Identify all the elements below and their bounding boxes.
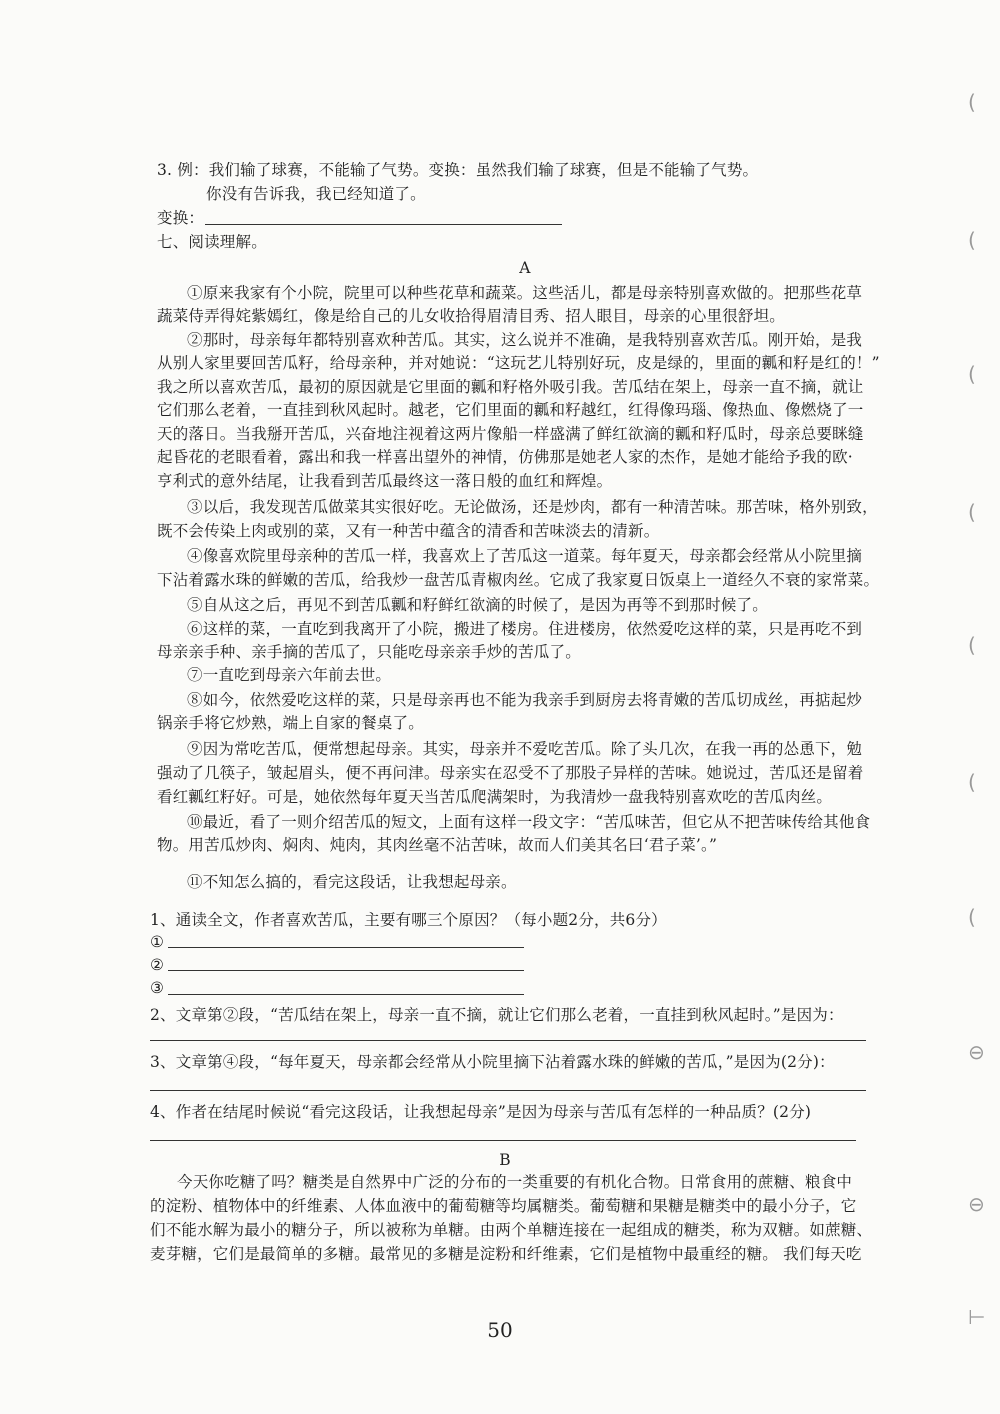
binder-hole-icon: ( — [968, 905, 976, 929]
answer-marker: ③ — [150, 979, 165, 997]
paragraph-line: 物。用苦瓜炒肉、焖肉、炖肉，其肉丝毫不沾苦味，故而人们美其名曰‘君子菜’。” — [157, 836, 718, 854]
paragraph-line: ⑥这样的菜，一直吃到我离开了小院，搬进了楼房。住进楼房，依然爱吃这样的菜，只是再吃不到 — [187, 620, 863, 638]
paragraph-line: ⑨因为常吃苦瓜，便常想起母亲。其实，母亲并不爱吃苦瓜。除了头几次，在我一再的怂恿下，勉 — [187, 740, 863, 758]
paragraph-line: 既不会传染上肉或别的菜，又有一种苦中蕴含的清香和苦味淡去的清新。 — [157, 522, 660, 540]
binder-hole-icon: ( — [968, 90, 976, 114]
page-number: 50 — [487, 1318, 513, 1342]
answer-line[interactable] — [150, 1140, 856, 1141]
paragraph-line: 母亲亲手种、亲手摘的苦瓜了，只能吃母亲亲手炒的苦瓜了。 — [157, 643, 581, 661]
paragraph-line: ⑩最近，看了一则介绍苦瓜的短文，上面有这样一段文字：“苦瓜味苦，但它从不把苦味传给其他食 — [187, 813, 871, 831]
paragraph-line: 从别人家里要回苦瓜籽，给母亲种，并对她说：“这玩艺儿特别好玩，皮是绿的，里面的瓤和籽是红的！” — [157, 354, 880, 372]
question-1: 1、通读全文，作者喜欢苦瓜，主要有哪三个原因？（每小题2分，共6分） — [150, 911, 667, 929]
answer-line[interactable] — [150, 1040, 866, 1041]
paragraph-line: 蔬菜侍弄得姹紫嫣红，像是给自己的儿女收拾得眉清目秀、招人眼目，母亲的心里很舒坦。 — [157, 307, 786, 325]
paragraph-line: ③以后，我发现苦瓜做菜其实很好吃。无论做汤，还是炒肉，都有一种清苦味。那苦味，格外别致， — [187, 498, 878, 516]
binder-hole-icon: ( — [968, 770, 976, 794]
paragraph-line: ②那时，母亲每年都特别喜欢种苦瓜。其实，这么说并不准确，是我特别喜欢苦瓜。刚开始，是我 — [187, 331, 863, 349]
answer-line[interactable] — [205, 224, 562, 225]
paragraph-line: 的淀粉、植物体中的纤维素、人体血液中的葡萄糖等均属糖类。葡萄糖和果糖是糖类中的最小分子，它 — [150, 1197, 857, 1215]
paragraph-line: 我之所以喜欢苦瓜，最初的原因就是它里面的瓤和籽格外吸引我。苦瓜结在架上，母亲一直不摘，就让 — [157, 378, 864, 396]
answer-marker: ① — [150, 933, 165, 951]
binder-hole-icon: ( — [968, 228, 976, 252]
answer-line[interactable] — [150, 1090, 866, 1091]
question-2: 2、文章第②段，“苦瓜结在架上，母亲一直不摘，就让它们那么老着，一直挂到秋风起时。”是因为： — [150, 1006, 844, 1024]
paragraph-line: 它们那么老着，一直挂到秋风起时。越老，它们里面的瓤和籽越红，红得像玛瑙、像热血、像燃烧了一 — [157, 401, 864, 419]
binder-hole-icon: ⊖ — [968, 1040, 985, 1064]
paragraph-line: 强动了几筷子，皱起眉头，便不再问津。母亲实在忍受不了那股子异样的苦味。她说过，苦瓜还是留着 — [157, 764, 864, 782]
paragraph-line: ⑦一直吃到母亲六年前去世。 — [187, 666, 392, 684]
paragraph-line: ④像喜欢院里母亲种的苦瓜一样，我喜欢上了苦瓜这一道菜。每年夏天，母亲都会经常从小院里摘 — [187, 547, 863, 565]
binder-hole-icon: ( — [968, 362, 976, 386]
paragraph-line: 亨利式的意外结尾，让我看到苦瓜最终这一落日般的血红和辉煌。 — [157, 472, 613, 490]
passage-a-label: A — [519, 259, 531, 277]
binder-hole-icon: ( — [968, 633, 976, 657]
paragraph-line: ①原来我家有个小院，院里可以种些花草和蔬菜。这些活儿，都是母亲特别喜欢做的。把那些花草 — [187, 284, 863, 302]
answer-marker: ② — [150, 956, 165, 974]
transform-label: 变换： — [157, 209, 205, 227]
paragraph-line: 天的落日。当我掰开苦瓜，兴奋地注视着这两片像船一样盛满了鲜红欲滴的瓤和籽瓜时，母亲总要眯缝 — [157, 425, 864, 443]
paragraph-line: 们不能水解为最小的糖分子，所以被称为单糖。由两个单糖连接在一起组成的糖类，称为双糖。如蔗糖、 — [150, 1221, 873, 1239]
question-3: 3、文章第④段，“每年夏天，母亲都会经常从小院里摘下沾着露水珠的鲜嫩的苦瓜，”是因为(2分)： — [150, 1053, 835, 1071]
question-4: 4、作者在结尾时候说“看完这段话，让我想起母亲”是因为母亲与苦瓜有怎样的一种品质？(2分) — [150, 1103, 812, 1121]
answer-line[interactable] — [168, 994, 524, 995]
paragraph-line: 下沾着露水珠的鲜嫩的苦瓜，给我炒一盘苦瓜青椒肉丝。它成了我家夏日饭桌上一道经久不衰的家常菜。 — [157, 571, 880, 589]
passage-b-label: B — [499, 1151, 511, 1169]
binder-hole-icon: ⊢ — [968, 1305, 986, 1329]
paragraph-line: 起昏花的老眼看着，露出和我一样喜出望外的神情，仿佛那是她老人家的杰作，是她才能给予我的欧· — [157, 448, 853, 466]
answer-line[interactable] — [168, 947, 524, 948]
paragraph-line: ⑪不知怎么搞的，看完这段话，让我想起母亲。 — [187, 873, 517, 891]
paragraph-line: 麦芽糖，它们是最简单的多糖。最常见的多糖是淀粉和纤维素，它们是植物中最重经的糖。 我们每天吃 — [150, 1245, 862, 1263]
example-sentence: 3. 例：我们输了球赛，不能输了气势。变换：虽然我们输了球赛，但是不能输了气势。 — [157, 161, 759, 179]
answer-line[interactable] — [168, 970, 524, 971]
paragraph-line: 看红瓤红籽好。可是，她依然每年夏天当苦瓜爬满架时，为我清炒一盘我特别喜欢吃的苦瓜肉丝。 — [157, 788, 833, 806]
paragraph-line: ⑤自从这之后，再见不到苦瓜瓤和籽鲜红欲滴的时候了，是因为再等不到那时候了。 — [187, 596, 768, 614]
binder-hole-icon: ( — [968, 500, 976, 524]
sentence-to-transform: 你没有告诉我，我已经知道了。 — [206, 185, 426, 203]
paragraph-line: ⑧如今，依然爱吃这样的菜，只是母亲再也不能为我亲手到厨房去将青嫩的苦瓜切成丝，再掂起炒 — [187, 691, 863, 709]
paragraph-line: 今天你吃糖了吗？糖类是自然界中广泛的分布的一类重要的有机化合物。日常食用的蔗糖、粮食中 — [177, 1173, 853, 1191]
binder-hole-icon: ⊖ — [968, 1192, 985, 1216]
paragraph-line: 锅亲手将它炒熟，端上自家的餐桌了。 — [157, 714, 424, 732]
section-title: 七、阅读理解。 — [157, 233, 267, 251]
